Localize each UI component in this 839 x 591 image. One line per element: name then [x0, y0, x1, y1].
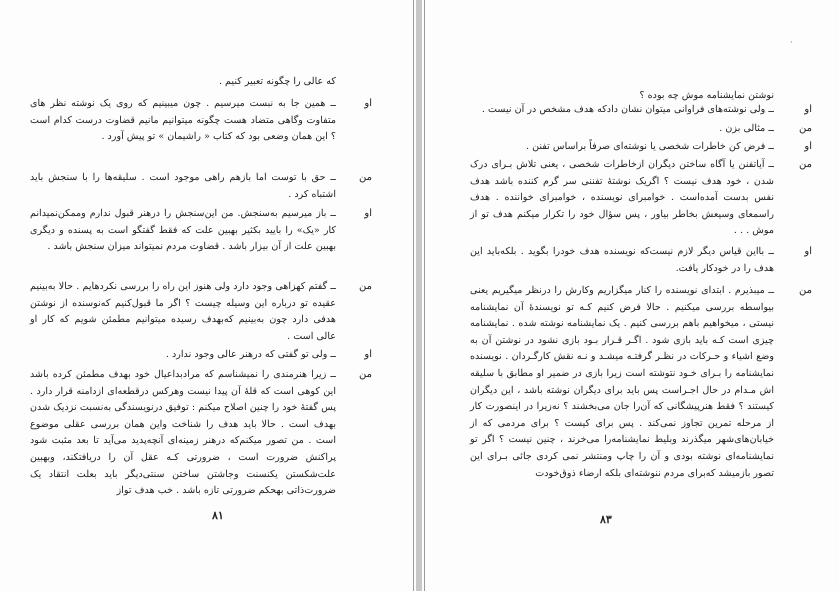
speaker-label: او [804, 104, 812, 115]
paragraph: ــ فرض کن خاطرات شخصی یا نوشته‌ای صرفاً براساس تفنن . [526, 141, 774, 152]
text-block [470, 157, 774, 240]
gutter-line-left [413, 0, 414, 591]
paragraph: ــ آیاتفنن یا آگاه ساختن دیگران ازخاطرات شخصی ، یعنی تلاش بـرای درک شدن ، خود هدف نیست ؟ اگریک نوشتهٔ تفننی سر گرم کننده باشد هدف نفس بدست آمده‌است . خوامبرای نویسنده ، خوامبرای خواننده . هدف راسمعای وسیعش بخاطر بیاور ، پس سؤال خود را تکرار میکنم هدف تو از موش . . . [470, 159, 774, 237]
paragraph: ــ گفتم کهزاهی وجود دارد ولی هنوز این راه را بررسی نکردهایم . حالا به‌بینیم عقیده تو درباره این وسیله چیست ؟ اگر ما قبول‌کنیم که‌نوسنده از نوشتن هدفی دارد چون به‌بینیم که‌بهدف رسیده میتوانیم مطمئن شویم که کار او عالی است . [30, 281, 336, 342]
text-block [30, 206, 336, 256]
text-block [30, 170, 336, 203]
paragraph: ــ مثالی بزن . [719, 123, 774, 134]
speaker-label: من [799, 159, 812, 170]
text-block [470, 244, 774, 277]
text-block [30, 367, 336, 500]
text-block [470, 283, 774, 482]
page-mark: · [790, 38, 793, 48]
gutter-line-right [424, 0, 425, 591]
text-block [30, 347, 336, 364]
text-block [30, 279, 336, 345]
paragraph: نوشتن نمایشنامه موش چه بوده ؟ [639, 90, 774, 101]
speaker-label: من [359, 172, 372, 183]
speaker-label: من [359, 281, 372, 292]
page-number: ۸۳ [600, 513, 612, 526]
paragraph: ــ باز میرسیم به‌سنجش. من این‌سنجش را درهنر قبول ندارم وممکن‌نمیدانم کار «یک» را بایید بکثیر بهبین علت که فقط گفتگو است به پسنده و دیگری بهبین علت از آن بیزار باشد . قضاوت مردم نمیتواند میزان سنجش باشد . [30, 208, 336, 253]
text-block [470, 102, 774, 119]
paragraph: ــ ولی نوشته‌های فراوانی میتوان نشان دادکه هدف مشخص در آن نیست . [481, 104, 774, 115]
speaker-label: او [364, 349, 372, 360]
page-number: ۸۱ [212, 509, 224, 522]
paragraph: ــ همین جا به نبست میرسیم . چون میبینیم که روی یک نوشته نظر های متفاوت وگاهی متضاد هست چگونه میتوانیم مانیم قضاوت درست کدام است ؟ این همان وضعی بود که کتاب « راشیمان » تو پیش آورد . [30, 98, 336, 143]
paragraph: ــ ولی تو گفتی که درهنر عالی وجود ندارد . [165, 349, 336, 360]
speaker-label: او [364, 208, 372, 219]
text-block [470, 139, 774, 156]
paragraph: که عالی را چگونه تعبیر کنیم . [218, 76, 336, 87]
right-page [422, 0, 839, 591]
text-block [470, 121, 774, 138]
speaker-label: او [804, 141, 812, 152]
paragraph: ــ زیرا هنرمندی را نمیشناسم که مرادبداعیال خود بهدف مطمئن کرده باشد این کوهی است که قلهٔ آن پیدا نیست وهرکس درقطعه‌ای ازدامنه قرار دارد . پس گفتهٔ خود را چنین اصلاح میکنم : توفیق درنویسندگی به‌نسبت نزدیک شدن بهدف است . حالا باید هدف را شناخت واین همان بررسی عقلی موضوع است . من تصور میکنم‌که درهنر زمینه‌ای آنچه‌پدید می‌آید تا بعد مثبت شود پراکنش ضرورت است ، ضرورتی کـه عقل آن را دریافتکند، وبهبین علت‌شکستن یکنسنت وجاشتن ساختن سنتی‌دیگر باید بعلت انتقاد یک ضرورت‌ذاتی بهحکم ضرورتی تازه باشد . خب هدف تواز [30, 369, 336, 497]
paragraph: ــ بااین قیاس دیگر لازم نیست‌که نویسنده هدف خودرا بگوید . بلکه‌باید این هدف را در خودکار یافت. [470, 246, 774, 274]
speaker-label: من [799, 285, 812, 296]
paragraph: ــ حق با توست اما بازهم راهی موجود است . سلیقه‌ها را با سنجش باید اشتباه کرد . [30, 172, 336, 200]
speaker-label: من [359, 369, 372, 380]
speaker-label: من [799, 123, 812, 134]
text-block [30, 96, 336, 146]
speaker-label: او [804, 246, 812, 257]
text-block [30, 74, 336, 91]
left-page [0, 0, 416, 591]
paragraph: ــ میبذیرم . ابتدای نویسنده را کنار میگزاریم وکارش را درنظر میگیریم یعنی بیواسطه بررسی میکنیم . حالا فرض کنیم کـه تو نویسندهٔ آن نمایشنامه نیستی ، میخواهیم باهم بررسی کنیم . یک نمایشنامه نوشته شده . نمایشنامه چیزی است کـه باید بازی شود . اگـر قـرار بـود بازی نشود در نوشتن آن به وضع اشیاء و حـرکات در نظـر گرفتـه میشـد و نـه نقش کارگـردان . نویسنده نمایشنامه را بـرای خـود نتوشته است زیرا بازی در ضمیر او مطابق با سلیقه اش مـدام در حال اجـراست پس باید برای دیگران نوشته باشد ، این دیگران کیستند ؟ فقط هنرپیشگانی که آن‌را جان می‌بخشند ؟ نه‌زیرا در اینصورت کار از مرحله تمرین تجاوز نمی‌کند . پس برای کیست ؟ برای مردمی که از خیابان‌های‌شهر میگذرند وبلیط نمایشنامه‌را می‌خرند ، چنین نیست ؟ اگر تو نمایشنامه‌ای نوشته بودی و آن را چاپ ومنتشر نمی کردی جائی بـرای این تصور باز‌میشد که‌برای مردم ننوشته‌ای بلکه ارضاء ذوق‌خودت [470, 285, 774, 479]
speaker-label: او [364, 98, 372, 109]
